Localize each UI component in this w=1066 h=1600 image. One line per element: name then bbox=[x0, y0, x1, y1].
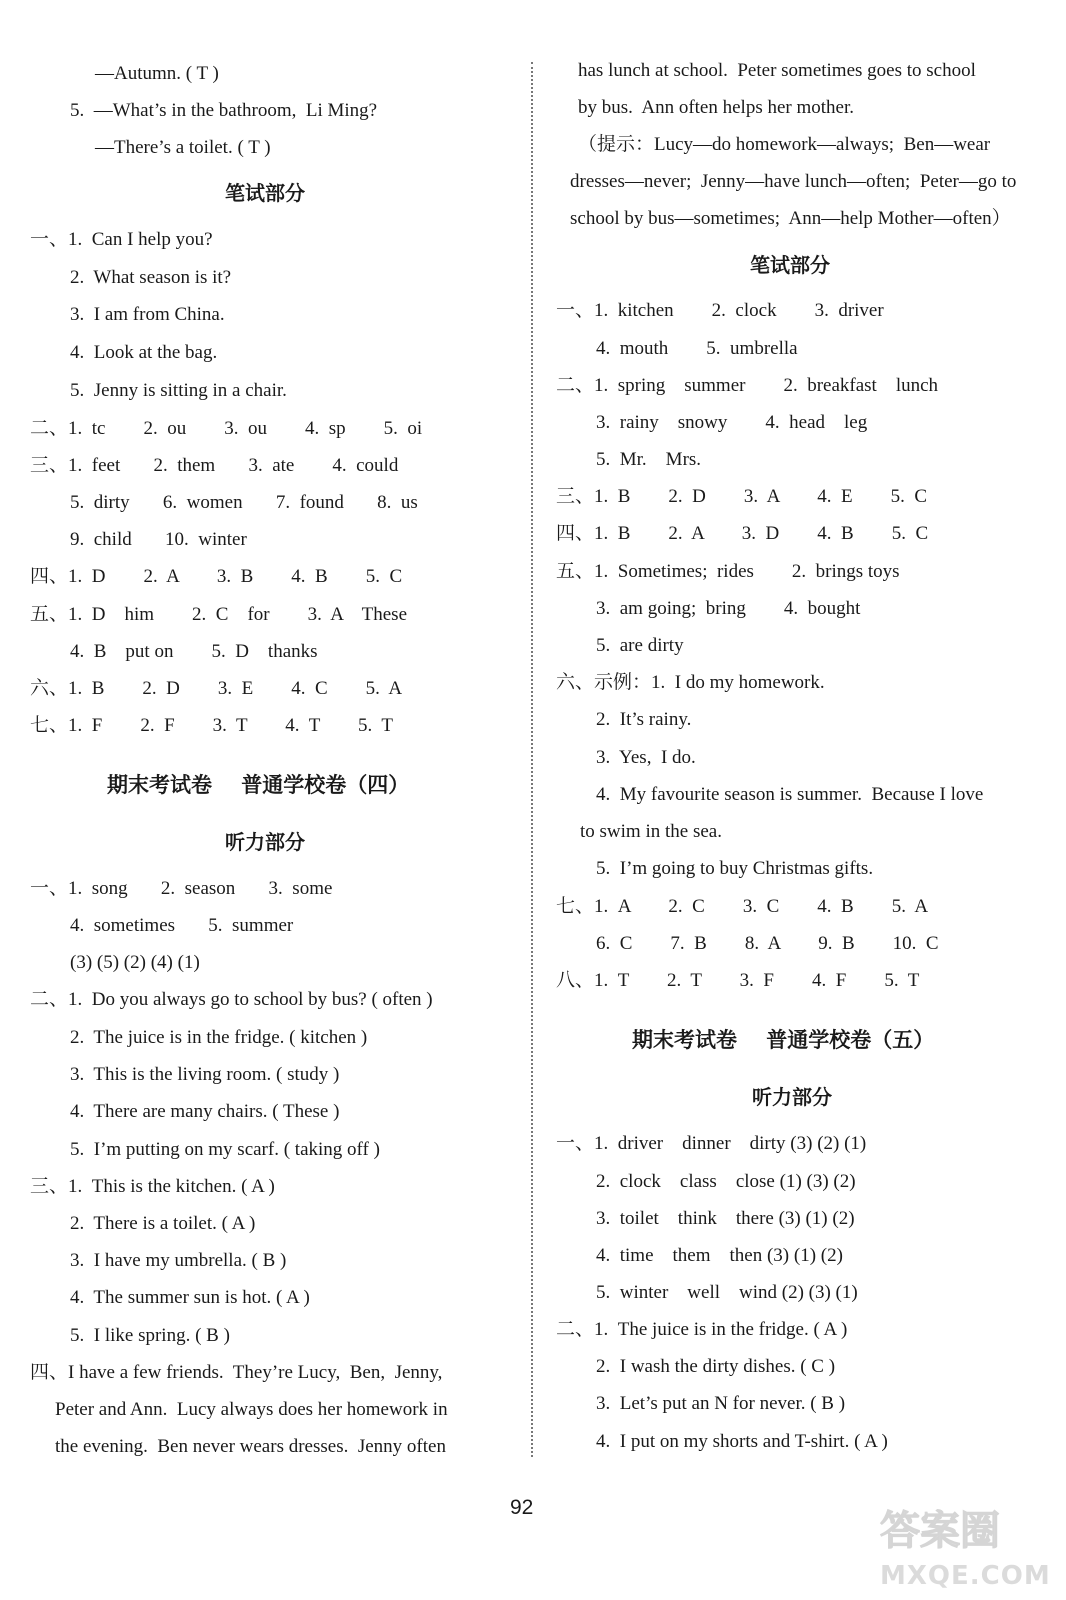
answer-line: 4. I put on my shorts and T-shirt. ( A ) bbox=[596, 1431, 888, 1452]
answer-line: school by bus—sometimes; Ann—help Mother—often） bbox=[570, 208, 1011, 229]
answer-line: 2. It’s rainy. bbox=[596, 709, 692, 730]
answer-line: 5. I like spring. ( B ) bbox=[70, 1325, 230, 1346]
answer-line: 七、1. F 2. F 3. T 4. T 5. T bbox=[30, 715, 393, 736]
answer-line: 八、1. T 2. T 3. F 4. F 5. T bbox=[556, 970, 920, 991]
section-heading: 听力部分 bbox=[225, 830, 305, 854]
answer-line: 二、1. Do you always go to school by bus? ( often ) bbox=[30, 989, 433, 1010]
answer-line: dresses—never; Jenny—have lunch—often; Peter—go to bbox=[570, 171, 1017, 192]
answer-line: 6. C 7. B 8. A 9. B 10. C bbox=[596, 933, 939, 954]
answer-line: 四、1. B 2. A 3. D 4. B 5. C bbox=[556, 523, 929, 544]
answer-line: 4. The summer sun is hot. ( A ) bbox=[70, 1287, 310, 1308]
answer-line: 3. This is the living room. ( study ) bbox=[70, 1064, 340, 1085]
section-heading: 期末考试卷 普通学校卷（四） bbox=[107, 773, 410, 797]
answer-line: 3. rainy snowy 4. head leg bbox=[596, 412, 868, 433]
answer-line: 二、1. spring summer 2. breakfast lunch bbox=[556, 375, 939, 396]
answer-line: 3. I am from China. bbox=[70, 304, 225, 325]
answer-line: 2. The juice is in the fridge. ( kitchen ) bbox=[70, 1027, 368, 1048]
answer-line: 五、1. Sometimes; rides 2. brings toys bbox=[556, 561, 900, 582]
answer-line: 4. B put on 5. D thanks bbox=[70, 641, 318, 662]
answer-line: 一、1. song 2. season 3. some bbox=[30, 878, 333, 899]
answer-line: 3. Let’s put an N for never. ( B ) bbox=[596, 1393, 846, 1414]
watermark-bottom: MXQE.COM bbox=[880, 1561, 1051, 1591]
answer-line: (3) (5) (2) (4) (1) bbox=[70, 952, 200, 973]
answer-line: 3. am going; bring 4. bought bbox=[596, 598, 861, 619]
answer-line: 2. There is a toilet. ( A ) bbox=[70, 1213, 256, 1234]
answer-line: 一、1. driver dinner dirty (3) (2) (1) bbox=[556, 1133, 867, 1154]
answer-line: 5. Jenny is sitting in a chair. bbox=[70, 380, 287, 401]
answer-line: 三、1. feet 2. them 3. ate 4. could bbox=[30, 455, 399, 476]
answer-line: 3. toilet think there (3) (1) (2) bbox=[596, 1208, 855, 1229]
answer-line: 5. are dirty bbox=[596, 635, 684, 656]
answer-line: 2. I wash the dirty dishes. ( C ) bbox=[596, 1356, 836, 1377]
answer-line: 4. mouth 5. umbrella bbox=[596, 338, 798, 359]
answer-line: Peter and Ann. Lucy always does her homework in bbox=[55, 1399, 448, 1420]
answer-line: 5. I’m putting on my scarf. ( taking off ) bbox=[70, 1139, 380, 1160]
column-divider bbox=[531, 62, 533, 1457]
answer-line: 4. sometimes 5. summer bbox=[70, 915, 294, 936]
answer-line: 六、示例：1. I do my homework. bbox=[556, 672, 825, 693]
answer-line: 5. —What’s in the bathroom, Li Ming? bbox=[70, 100, 378, 121]
answer-line: 三、1. B 2. D 3. A 4. E 5. C bbox=[556, 486, 928, 507]
answer-line: 5. dirty 6. women 7. found 8. us bbox=[70, 492, 418, 513]
answer-line: by bus. Ann often helps her mother. bbox=[578, 97, 854, 118]
answer-line: 5. winter well wind (2) (3) (1) bbox=[596, 1282, 858, 1303]
section-heading: 笔试部分 bbox=[750, 253, 830, 277]
answer-line: 2. clock class close (1) (3) (2) bbox=[596, 1171, 856, 1192]
page-number: 92 bbox=[510, 1496, 534, 1519]
watermark-logo bbox=[872, 1492, 1057, 1592]
answer-line: 2. What season is it? bbox=[70, 267, 232, 288]
answer-line: 9. child 10. winter bbox=[70, 529, 247, 550]
answer-line: 5. I’m going to buy Christmas gifts. bbox=[596, 858, 874, 879]
answer-line: 一、1. kitchen 2. clock 3. driver bbox=[556, 300, 884, 321]
answer-line: （提示：Lucy—do homework—always; Ben—wear bbox=[578, 134, 991, 155]
answer-line: 三、1. This is the kitchen. ( A ) bbox=[30, 1176, 275, 1197]
watermark-top: 答案圈 bbox=[880, 1508, 1000, 1554]
answer-line: 一、1. Can I help you? bbox=[30, 229, 213, 250]
answer-line: —Autumn. ( T ) bbox=[95, 63, 219, 84]
answer-line: 七、1. A 2. C 3. C 4. B 5. A bbox=[556, 896, 929, 917]
section-heading: 期末考试卷 普通学校卷（五） bbox=[632, 1028, 935, 1052]
answer-line: 3. I have my umbrella. ( B ) bbox=[70, 1250, 287, 1271]
answer-line: 3. Yes, I do. bbox=[596, 747, 696, 768]
answer-line: 4. My favourite season is summer. Because I love bbox=[596, 784, 984, 805]
answer-line: to swim in the sea. bbox=[580, 821, 722, 842]
answer-line: 二、1. The juice is in the fridge. ( A ) bbox=[556, 1319, 848, 1340]
section-heading: 听力部分 bbox=[752, 1085, 832, 1109]
answer-line: 4. There are many chairs. ( These ) bbox=[70, 1101, 340, 1122]
answer-line: 4. time them then (3) (1) (2) bbox=[596, 1245, 843, 1266]
answer-line: the evening. Ben never wears dresses. Jenny often bbox=[55, 1436, 446, 1457]
answer-line: —There’s a toilet. ( T ) bbox=[95, 137, 271, 158]
answer-line: 六、1. B 2. D 3. E 4. C 5. A bbox=[30, 678, 403, 699]
answer-line: 四、1. D 2. A 3. B 4. B 5. C bbox=[30, 566, 403, 587]
answer-line: 二、1. tc 2. ou 3. ou 4. sp 5. oi bbox=[30, 418, 423, 439]
answer-line: has lunch at school. Peter sometimes goes to school bbox=[578, 60, 976, 81]
answer-line: 四、I have a few friends. They’re Lucy, Ben, Jenny, bbox=[30, 1362, 443, 1383]
answer-line: 五、1. D him 2. C for 3. A These bbox=[30, 604, 408, 625]
section-heading: 笔试部分 bbox=[225, 181, 305, 205]
answer-line: 4. Look at the bag. bbox=[70, 342, 218, 363]
answer-line: 5. Mr. Mrs. bbox=[596, 449, 702, 470]
